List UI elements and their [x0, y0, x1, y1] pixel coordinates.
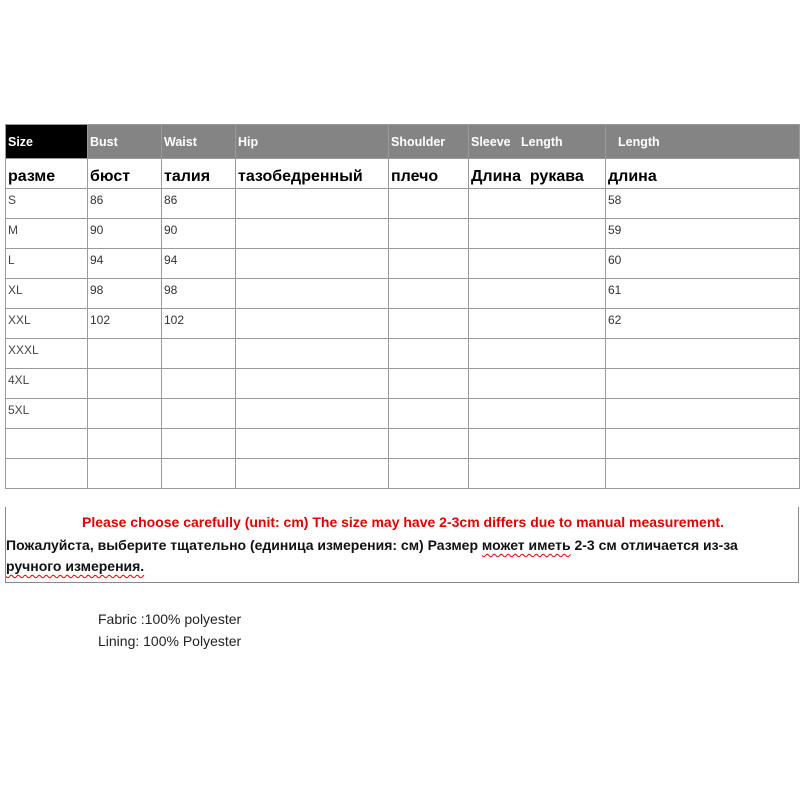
- header-waist: Waist: [162, 125, 236, 159]
- header-hip: Hip: [236, 125, 389, 159]
- cell: S: [6, 189, 88, 219]
- cell: [88, 459, 162, 489]
- cell: [88, 369, 162, 399]
- fabric-info: [98, 608, 241, 652]
- cell: [469, 279, 606, 309]
- header-size: Size: [6, 125, 88, 159]
- cell: 5XL: [6, 399, 88, 429]
- cell: 98: [88, 279, 162, 309]
- cell: [236, 369, 389, 399]
- table-row: [6, 249, 800, 279]
- cell: [606, 339, 800, 369]
- cell: [389, 189, 469, 219]
- header-row-en: [6, 125, 800, 159]
- lining-line: Lining: 100% Polyester: [98, 633, 242, 649]
- cell: 62: [606, 309, 800, 339]
- cell: M: [6, 219, 88, 249]
- cell: [236, 279, 389, 309]
- header-shoulder: Shoulder: [389, 125, 469, 159]
- header-length: Length: [606, 125, 800, 159]
- header-sleeve-length: Sleeve Length: [469, 125, 606, 159]
- cell: [469, 459, 606, 489]
- cell: 61: [606, 279, 800, 309]
- cell: 60: [606, 249, 800, 279]
- cell: 90: [162, 219, 236, 249]
- cell: [389, 369, 469, 399]
- table-row: [6, 429, 800, 459]
- cell: [389, 459, 469, 489]
- table-row: [6, 309, 800, 339]
- cell: [469, 369, 606, 399]
- cell: [236, 189, 389, 219]
- notice-ru-text-line2: ручного измерения.: [6, 558, 145, 574]
- cell: [606, 429, 800, 459]
- notice-ru-text-b: может иметь: [481, 537, 571, 553]
- cell: [6, 459, 88, 489]
- notice-ru-text-c: 2-3 см отличается из-за: [570, 537, 738, 553]
- header-ru-waist: талия: [162, 159, 236, 189]
- cell: [236, 459, 389, 489]
- cell: [469, 249, 606, 279]
- cell: [389, 279, 469, 309]
- cell: 102: [88, 309, 162, 339]
- cell: XXXL: [6, 339, 88, 369]
- cell: XL: [6, 279, 88, 309]
- cell: [469, 219, 606, 249]
- header-bust: Bust: [88, 125, 162, 159]
- cell: 98: [162, 279, 236, 309]
- header-ru-sleeve-length: Длина рукава: [469, 159, 606, 189]
- fabric-line: Fabric :100% polyester: [98, 611, 242, 627]
- cell: [469, 339, 606, 369]
- cell: XXL: [6, 309, 88, 339]
- cell: [389, 399, 469, 429]
- cell: [236, 249, 389, 279]
- cell: [469, 429, 606, 459]
- header-ru-hip: тазобедренный: [236, 159, 389, 189]
- cell: 58: [606, 189, 800, 219]
- table-row: [6, 399, 800, 429]
- cell: [236, 399, 389, 429]
- table-row: [6, 219, 800, 249]
- cell: [469, 399, 606, 429]
- cell: [606, 399, 800, 429]
- cell: 94: [88, 249, 162, 279]
- cell: [236, 339, 389, 369]
- cell: 59: [606, 219, 800, 249]
- cell: [389, 249, 469, 279]
- cell: 86: [162, 189, 236, 219]
- cell: [469, 309, 606, 339]
- cell: [6, 429, 88, 459]
- cell: [88, 339, 162, 369]
- cell: [236, 309, 389, 339]
- cell: [606, 459, 800, 489]
- cell: [162, 459, 236, 489]
- cell: [469, 189, 606, 219]
- notice-ru-text-a: Пожалуйста, выберите тщательно (единица измерения: см) Размер: [6, 537, 482, 553]
- table-row: [6, 279, 800, 309]
- cell: L: [6, 249, 88, 279]
- cell: [88, 429, 162, 459]
- header-ru-shoulder: плечо: [389, 159, 469, 189]
- cell: [88, 399, 162, 429]
- cell: [389, 339, 469, 369]
- cell: [162, 369, 236, 399]
- cell: [236, 429, 389, 459]
- cell: 94: [162, 249, 236, 279]
- cell: [389, 309, 469, 339]
- cell: [606, 369, 800, 399]
- table-row: [6, 459, 800, 489]
- cell: [389, 219, 469, 249]
- header-ru-size: разме: [6, 159, 88, 189]
- size-chart-table: [5, 124, 800, 489]
- cell: 102: [162, 309, 236, 339]
- cell: [162, 339, 236, 369]
- cell: [162, 399, 236, 429]
- table-row: [6, 189, 800, 219]
- header-ru-bust: бюст: [88, 159, 162, 189]
- cell: [236, 219, 389, 249]
- header-ru-length: длина: [606, 159, 800, 189]
- cell: 90: [88, 219, 162, 249]
- header-row-ru: [6, 159, 800, 189]
- measurement-notice: [5, 507, 799, 583]
- cell: 86: [88, 189, 162, 219]
- cell: [162, 429, 236, 459]
- table-row: [6, 339, 800, 369]
- table-row: [6, 369, 800, 399]
- cell: 4XL: [6, 369, 88, 399]
- notice-russian: [6, 535, 798, 577]
- notice-english: Please choose carefully (unit: cm) The size may have 2-3cm differs due to manual measurement.: [82, 514, 724, 530]
- cell: [389, 429, 469, 459]
